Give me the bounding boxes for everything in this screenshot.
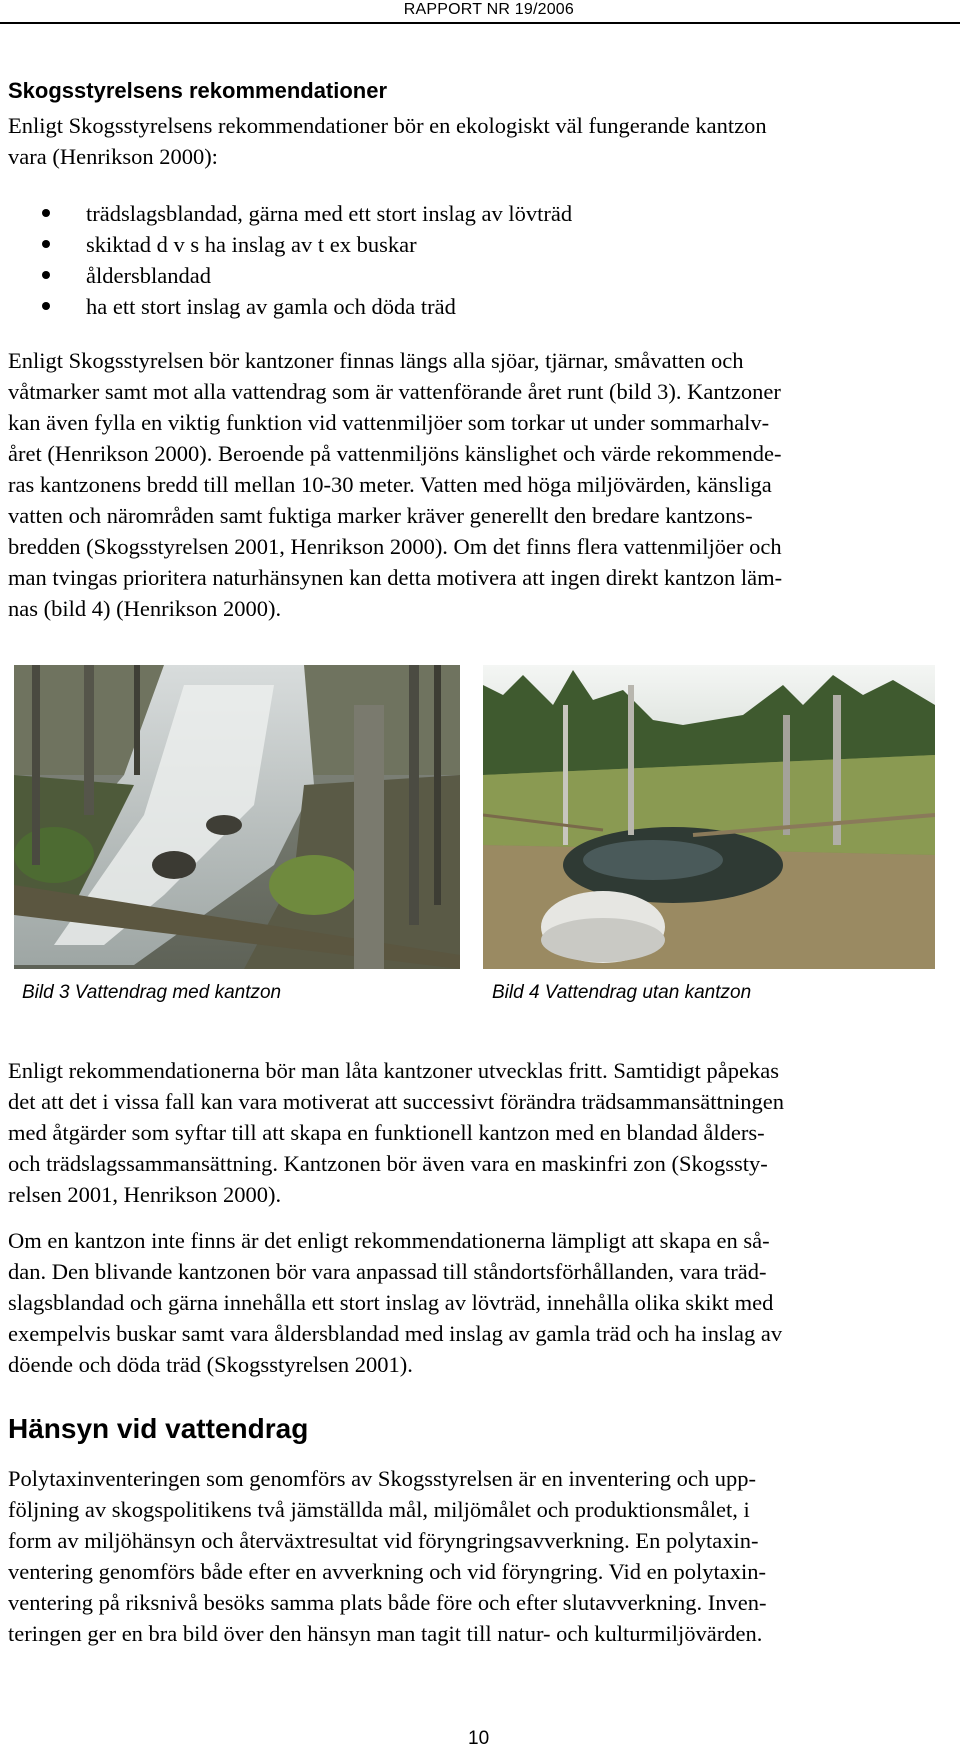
text-line: Polytaxinventeringen som genomförs av Skogsstyrelsen är en inventering och upp- [8,1466,756,1491]
development-paragraph [8,1055,948,1210]
create-kantzon-paragraph [8,1225,948,1380]
text-line: relsen 2001, Henrikson 2000). [8,1182,282,1207]
intro-paragraph [8,110,948,172]
bullet-icon [42,240,50,248]
text-line: och trädslagssammansättning. Kantzonen bör även vara en maskinfri zon (Skogssty- [8,1151,768,1176]
photo-stream-without-buffer-image [483,665,935,969]
photo-stream-with-buffer-image [14,665,460,969]
text-line: Enligt rekommendationerna bör man låta kantzoner utvecklas fritt. Samtidigt påpekas [8,1058,780,1083]
text-line: Enligt Skogsstyrelsens rekommendationer bör en ekologiskt väl fungerande kantzon [8,113,767,138]
report-number: RAPPORT NR 19/2006 [403,1,574,18]
text-line: ras kantzonens bredd till mellan 10-30 meter. Vatten med höga miljövärden, känsliga [8,472,772,497]
text-line: dan. Den blivande kantzonen bör vara anpassad till ståndortsförhållanden, vara träd- [8,1259,767,1284]
figure-caption-bild-4: Bild 4 Vattendrag utan kantzon [492,982,752,1003]
text-line: våtmarker samt mot alla vattendrag som är vattenförande året runt (bild 3). Kantzoner [8,379,781,404]
text-line: vara (Henrikson 2000): [8,144,218,169]
text-line: året (Henrikson 2000). Beroende på vattenmiljöns känslighet och värde rekommende- [8,441,782,466]
text-line: slagsblandad och gärna innehålla ett stort inslag av lövträd, innehålla olika skikt med [8,1290,774,1315]
text-line: teringen ger en bra bild över den hänsyn man tagit till natur- och kulturmiljövärden. [8,1621,763,1646]
text-line: kan även fylla en viktig funktion vid vattenmiljöer som torkar ut under sommarhalv- [8,410,770,435]
text-line: ventering på riksnivå besöks samma plats både före och efter slutavverkning. Inven- [8,1590,767,1615]
photo-stream-with-buffer [14,665,460,969]
text-line: exempelvis buskar samt vara åldersblandad med inslag av gamla träd och ha inslag av [8,1321,783,1346]
bullet-icon [42,271,50,279]
text-line: med åtgärder som syftar till att skapa en funktionell kantzon med en blandad ålders- [8,1120,765,1145]
bullet-icon [42,302,50,310]
section-heading-hansyn: Hänsyn vid vattendrag [8,1413,309,1444]
kantzon-paragraph [8,345,948,624]
text-line: ventering genomförs både efter en avverkning och vid föryngring. Vid en polytaxin- [8,1559,767,1584]
text-line: man tvingas prioritera naturhänsynen kan detta motivera att ingen direkt kantzon läm- [8,565,783,590]
figure-caption-bild-3: Bild 3 Vattendrag med kantzon [22,982,282,1003]
text-line: bredden (Skogsstyrelsen 2001, Henrikson 2000). Om det finns flera vattenmiljöer och [8,534,782,559]
text-line: form av miljöhänsyn och återväxtresultat vid föryngringsavverkning. En polytaxin- [8,1528,759,1553]
text-line: Enligt Skogsstyrelsen bör kantzoner finnas längs alla sjöar, tjärnar, småvatten och [8,348,744,373]
text-line: döende och döda träd (Skogsstyrelsen 2001). [8,1352,413,1377]
text-line: det att det i vissa fall kan vara motiverat att successivt förändra trädsammansättningen [8,1089,784,1114]
section-heading-recommendations: Skogsstyrelsens rekommendationer [8,78,388,103]
text-line: vatten och närområden samt fuktiga marker kräver generellt den bredare kantzons- [8,503,753,528]
photo-stream-without-buffer [483,665,935,969]
text-line: nas (bild 4) (Henrikson 2000). [8,596,282,621]
page-header [0,0,960,24]
text-line: följning av skogspolitikens två jämställda mål, miljömålet och produktionsmålet, i [8,1497,750,1522]
page-number: 10 [468,1728,490,1749]
bullet-icon [42,209,50,217]
text-line: Om en kantzon inte finns är det enligt rekommendationerna lämpligt att skapa en så- [8,1228,770,1253]
polytax-paragraph [8,1463,948,1649]
